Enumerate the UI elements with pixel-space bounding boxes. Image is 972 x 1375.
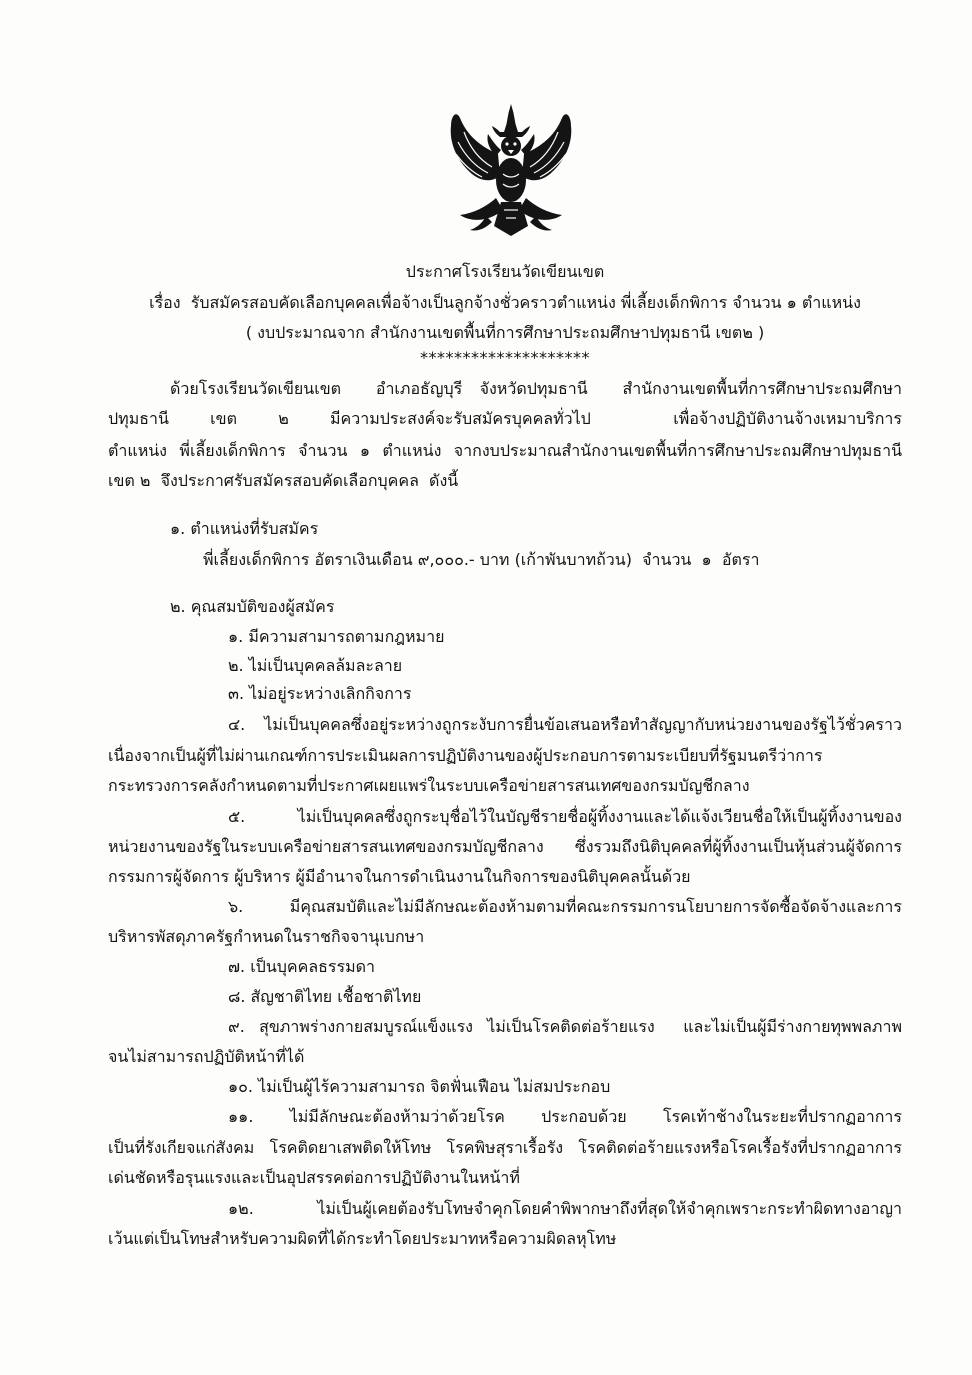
document-title: ประกาศโรงเรียนวัดเขียนเขต — [405, 262, 605, 281]
subject-text: รับสมัครสอบคัดเลือกบุคคลเพื่อจ้างเป็นลูกจ้างชั่วคราวตำแหน่ง พี่เลี้ยงเด็กพิการ จำนวน ๑ ตำแหน่ง — [190, 293, 861, 312]
qualification-item: ๘. สัญชาติไทย เชื้อชาติไทย — [228, 987, 422, 1006]
qualification-item-continued: เด่นชัดหรือรุนแรงและเป็นอุปสรรคต่อการปฏิบัติงานในหน้าที่ — [108, 1168, 520, 1187]
subject-label: เรื่อง — [149, 293, 181, 312]
intro-line: ตำแหน่ง พี่เลี้ยงเด็กพิการ จำนวน ๑ ตำแหน่ง จากงบประมาณสำนักงานเขตพื้นที่การศึกษาประถมศึกษาปทุมธานี — [108, 441, 902, 460]
intro-line: เขต ๒ จึงประกาศรับสมัครสอบคัดเลือกบุคคล ดังนี้ — [108, 471, 459, 490]
qualification-item-continued: กระทรวงการคลังกำหนดตามที่ประกาศเผยแพร่ในระบบเครือข่ายสารสนเทศของกรมบัญชีกลาง — [108, 776, 750, 795]
position-detail: พี่เลี้ยงเด็กพิการ อัตราเงินเดือน ๙,๐๐๐.- บาท (เก้าพันบาทถ้วน) จำนวน ๑ อัตรา — [203, 550, 760, 569]
qualification-item: ๑๒. ไม่เป็นผู้เคยต้องรับโทษจำคุกโดยคำพิพากษาถึงที่สุดให้จำคุกเพราะกระทำผิดทางอาญา — [228, 1199, 902, 1218]
garuda-emblem-icon — [446, 104, 576, 236]
qualification-item: ๓. ไม่อยู่ระหว่างเลิกกิจการ — [228, 684, 412, 703]
qualification-item-continued: จนไม่สามารถปฏิบัติหน้าที่ได้ — [108, 1047, 305, 1066]
qualification-item: ๑๑. ไม่มีลักษณะต้องห้ามว่าด้วยโรค ประกอบด้วย โรคเท้าช้างในระยะที่ปรากฏอาการ — [228, 1107, 902, 1126]
separator: ******************** — [420, 348, 590, 367]
qualification-item: ๖. มีคุณสมบัติและไม่มีลักษณะต้องห้ามตามที่คณะกรรมการนโยบายการจัดซื้อจัดจ้างและการ — [228, 897, 902, 916]
qualification-item: ๔. ไม่เป็นบุคคลซึ่งอยู่ระหว่างถูกระงับการยื่นข้อเสนอหรือทำสัญญากับหน่วยงานของรัฐไว้ชั่วคราว — [228, 715, 902, 734]
budget-note: ( งบประมาณจาก สำนักงานเขตพื้นที่การศึกษาประถมศึกษาปทุมธานี เขต๒ ) — [245, 323, 765, 342]
qualification-item: ๑. มีความสามารถตามกฎหมาย — [228, 627, 445, 646]
qualification-item-continued: เว้นแต่เป็นโทษสำหรับความผิดที่ได้กระทำโดยประมาทหรือความผิดลหุโทษ — [108, 1229, 617, 1248]
section-2-heading: ๒. คุณสมบัติของผู้สมัคร — [170, 597, 335, 616]
intro-line: ปทุมธานี เขต ๒ มีความประสงค์จะรับสมัครบุคคลทั่วไป เพื่อจ้างปฏิบัติงานจ้างเหมาบริการ — [108, 409, 902, 428]
qualification-item: ๒. ไม่เป็นบุคคลล้มละลาย — [228, 656, 403, 675]
intro-line: ด้วยโรงเรียนวัดเขียนเขต อำเภอธัญบุรี จังหวัดปทุมธานี สำนักงานเขตพื้นที่การศึกษาประถมศึกษา — [170, 379, 902, 398]
qualification-item: ๕. ไม่เป็นบุคคลซึ่งถูกระบุชื่อไว้ในบัญชีรายชื่อผู้ทิ้งงานและได้แจ้งเวียนชื่อให้เป็นผู้ทิ้งงานของ — [228, 807, 902, 826]
section-1-heading: ๑. ตำแหน่งที่รับสมัคร — [170, 519, 319, 538]
garuda-emblem — [446, 104, 576, 236]
qualification-item-continued: เป็นที่รังเกียจแก่สังคม โรคติดยาเสพติดให้โทษ โรคพิษสุราเรื้อรัง โรคติดต่อร้ายแรงหรือโรคเรื้อรังที่ปรากฏอาการ — [108, 1138, 902, 1157]
qualification-item-continued: กรรมการผู้จัดการ ผู้บริหาร ผู้มีอำนาจในการดำเนินงานในกิจการของนิติบุคคลนั้นด้วย — [108, 867, 691, 886]
qualification-item: ๑๐. ไม่เป็นผู้ไร้ความสามารถ จิตฟั่นเฟือน ไม่สมประกอบ — [228, 1077, 611, 1096]
qualification-item: ๙. สุขภาพร่างกายสมบูรณ์แข็งแรง ไม่เป็นโรคติดต่อร้ายแรง และไม่เป็นผู้มีร่างกายทุพพลภาพ — [228, 1017, 902, 1036]
qualification-item-continued: บริหารพัสดุภาครัฐกำหนดในราชกิจจานุเบกษา — [108, 927, 425, 946]
qualification-item-continued: หน่วยงานของรัฐในระบบเครือข่ายสารสนเทศของกรมบัญชีกลาง ซึ่งรวมถึงนิติบุคคลที่ผู้ทิ้งงานเป็นหุ้นส่วนผู้จัดการ — [108, 837, 902, 856]
subject-line — [108, 288, 902, 318]
qualification-item: ๗. เป็นบุคคลธรรมดา — [228, 957, 376, 976]
qualification-item-continued: เนื่องจากเป็นผู้ที่ไม่ผ่านเกณฑ์การประเมินผลการปฏิบัติงานของผู้ประกอบการตามระเบียบที่รัฐมนตรีว่าการ — [108, 746, 823, 765]
